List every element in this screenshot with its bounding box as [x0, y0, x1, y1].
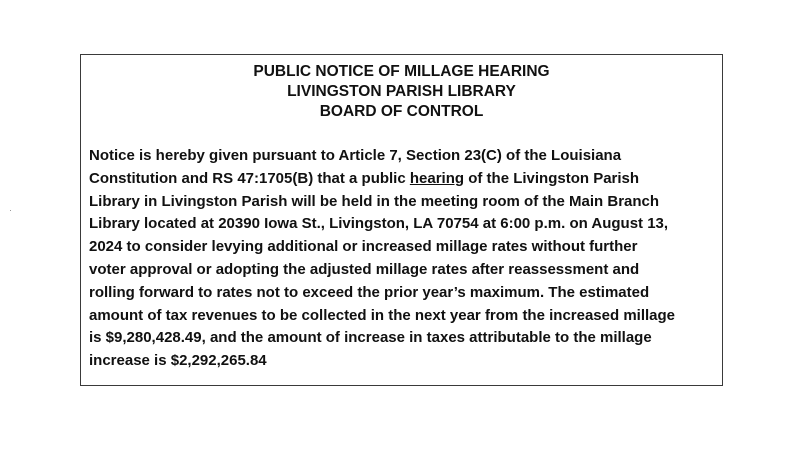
body-line-1: Notice is hereby given pursuant to Article 7, Section 23(C) of the Louisiana	[89, 147, 622, 164]
hearing-underlined-word: hearing	[409, 169, 465, 187]
body-line-5: 2024 to consider levying additional or increased millage rates without further	[89, 238, 638, 256]
notice-board: BOARD OF CONTROL	[319, 103, 484, 120]
body-line-10: increase is $2,292,265.84	[89, 352, 267, 370]
body-line-2-end: of the Livingston Parish	[464, 169, 640, 187]
body-line-9: is $9,280,428.49, and the amount of increase in taxes attributable to the millage	[89, 329, 652, 347]
notice-body	[89, 145, 719, 373]
body-line-6: voter approval or adopting the adjusted millage rates after reassessment and	[89, 260, 640, 278]
notice-title: PUBLIC NOTICE OF MILLAGE HEARING	[253, 63, 550, 80]
body-line-2-start: Constitution and RS 47:1705(B) that a public	[89, 169, 410, 187]
scan-speck	[10, 210, 11, 211]
body-line-3: Library in Livingston Parish will be held in the meeting room of the Main Branch	[89, 192, 660, 210]
body-line-7: rolling forward to rates not to exceed the prior year’s maximum. The estimated	[89, 283, 650, 301]
public-notice-box	[80, 54, 723, 386]
notice-organization: LIVINGSTON PARISH LIBRARY	[287, 83, 516, 100]
body-line-4: Library located at 20390 Iowa St., Livingston, LA 70754 at 6:00 p.m. on August 13,	[89, 215, 669, 233]
body-line-2	[89, 168, 719, 191]
body-line-8: amount of tax revenues to be collected in the next year from the increased millage	[89, 306, 676, 324]
notice-heading	[81, 62, 722, 122]
